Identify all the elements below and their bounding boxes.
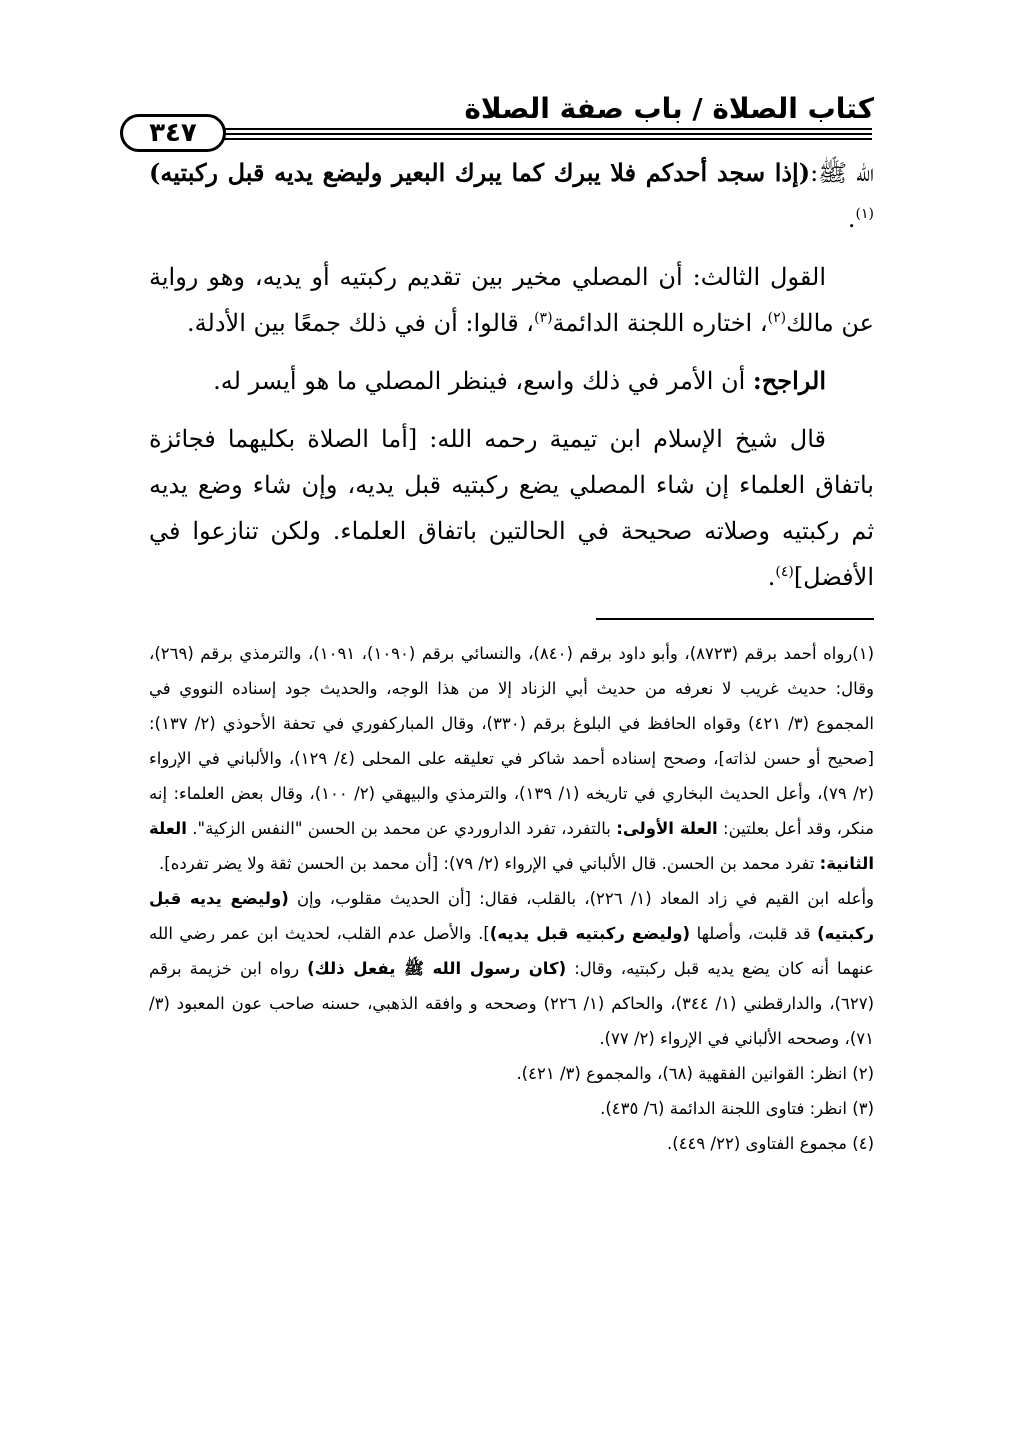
footnote-2: (٢) انظر: القوانين الفقهية (٦٨)، والمجموع (٣/ ٤٢١). [516, 1064, 874, 1083]
paragraph-ibn-taymiyya [149, 416, 874, 600]
footnote-1-text: تفرد محمد بن الحسن. قال الألباني في الإرواء (٢/ ٧٩): [أن محمد بن الحسن ثقة ولا يضر تفرده]. [159, 854, 820, 873]
chapter-title: كتاب الصلاة / باب صفة الصلاة [464, 92, 874, 125]
third-opinion-mid: ، اختاره اللجنة الدائمة [552, 309, 768, 337]
second-defect-label: العلة الثانية: [149, 819, 874, 873]
hadith-lead: الله ﷺ: [810, 159, 874, 187]
footnote-1 [149, 636, 874, 881]
header-rule-line [152, 128, 872, 130]
footnotes [149, 636, 874, 1161]
paragraph-end: . [847, 205, 856, 233]
main-text [149, 150, 874, 600]
header-rule-line [152, 138, 872, 140]
footnote-1-text: ]. والأصل عدم القلب، لحديث ابن عمر رضي الله عنهما أنه كان يضع يديه قبل ركبتيه، وقال: [149, 924, 875, 978]
footnote-quote: (وليضع ركبتيه قبل يديه) [489, 924, 691, 943]
header-rule [152, 128, 872, 140]
preferred-label: الراجح: [752, 366, 826, 395]
paragraph-hadith [149, 150, 874, 242]
footnote-1-text: رواه ابن خزيمة برقم (٦٢٧)، والدارقطني (١/ ٣٤٤)، والحاكم (١/ ٢٢٦) وصححه و وافقه الذهبي، حسنه صاحب عون المعبود (٣/ ٧١)، وصححه الألباني في الإرواء (٢/ ٧٧). [149, 959, 875, 1048]
paragraph-preferred [149, 358, 874, 404]
footnote-quote: (كان رسول الله ﷺ يفعل ذلك) [307, 959, 567, 978]
ibn-taymiyya-quote: قال شيخ الإسلام ابن تيمية رحمه الله: [أما الصلاة بكليهما فجائزة باتفاق العلماء إن شاء المصلي يضع ركبتيه قبل يديه، وإن شاء وضع يديه ثم ركبتيه وصلاته صحيحة في الحالتين باتفاق العلماء. ولكن تنازعوا في الأفضل] [149, 425, 874, 591]
footnote-ref[interactable]: (٣) [534, 310, 553, 326]
third-opinion-text: القول الثالث: أن المصلي مخير بين تقديم ركبتيه أو يديه، وهو رواية عن مالك [149, 263, 874, 337]
footnote-1-continued [149, 881, 874, 1056]
paragraph-third-opinion [149, 254, 874, 346]
footnote-ref[interactable]: (٢) [767, 310, 787, 326]
header-rule-line [152, 133, 872, 135]
running-header [154, 92, 874, 132]
footnote-1-text: (١)رواه أحمد برقم (٨٧٢٣)، وأبو داود برقم (٨٤٠)، والنسائي برقم (١٠٩٠)، ١٠٩١)، والترمذي برقم (٢٦٩)، وقال: حديث غريب لا نعرفه من حديث أبي الزناد إلا من هذا الوجه، والحديث جود إسناده النووي في المجموع (٣/ ٤٢١) وقواه الحافظ في البلوغ برقم (٣٣٠)، وقال المباركفوري في تحفة الأحوذي (٢/ ١٣٧): [صحيح أو حسن لذاته]، وصحح إسناده أحمد شاكر في تعليقه على المحلى (٤/ ١٢٩)، والألباني في الإرواء (٢/ ٧٩)، وأعل الحديث البخاري في تاريخه (١/ ١٣٩)، والترمذي والبيهقي (٢/ ١٠٠)، وقال بعض العلماء: إنه منكر، وقد أعل بعلتين: [149, 644, 875, 838]
footnote-3: (٣) انظر: فتاوى اللجنة الدائمة (٦/ ٤٣٥). [600, 1099, 874, 1118]
footnote-quote: (وليضع يديه قبل ركبتيه) [149, 889, 874, 943]
page-number: ٣٤٧ [120, 114, 226, 152]
footnote-4: (٤) مجموع الفتاوى (٢٢/ ٤٤٩). [667, 1134, 874, 1153]
footnote-1-text: قد قلبت، وأصلها [690, 924, 818, 943]
preferred-text: أن الأمر في ذلك واسع، فينظر المصلي ما هو أيسر له. [213, 367, 753, 395]
paragraph-end: . [767, 563, 776, 591]
footnote-separator [596, 618, 874, 620]
footnote-ref[interactable]: (٤) [775, 564, 794, 580]
third-opinion-end: ، قالوا: أن في ذلك جمعًا بين الأدلة. [187, 309, 535, 337]
footnote-ref[interactable]: (١) [855, 206, 874, 222]
hadith-quote: (إذا سجد أحدكم فلا يبرك كما يبرك البعير وليضع يديه قبل ركبتيه) [149, 158, 811, 187]
first-defect-label: العلة الأولى: [616, 819, 718, 838]
footnote-1-text: وأعله ابن القيم في زاد المعاد (١/ ٢٢٦)، بالقلب، فقال: [أن الحديث مقلوب، وإن [288, 889, 875, 908]
footnote-1-text: بالتفرد، تفرد الداروردي عن محمد بن الحسن "النفس الزكية". [186, 819, 617, 838]
